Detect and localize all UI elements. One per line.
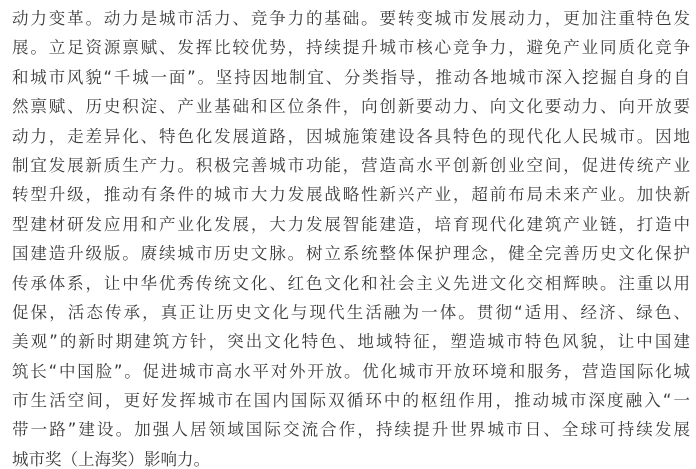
text-line: 动力，走差异化、特色化发展道路，因城施策建设各具特色的现代化人民城市。因地 <box>12 126 690 146</box>
text-line: 动力变革。动力是城市活力、竞争力的基础。要转变城市发展动力，更加注重特色发 <box>12 9 690 28</box>
text-line: 带一路”建设。加强人居领域国际交流合作，持续提升世界城市日、全球可持续发展 <box>12 420 690 440</box>
text-line: 市生活空间，更好发挥城市在国内国际双循环中的枢纽作用，推动城市深度融入“一 <box>12 391 690 411</box>
text-line: 和城市风貌“千城一面”。坚持因地制宜、分类指导，推动各地城市深入挖掘自身的自 <box>12 67 690 87</box>
text-line: 转型升级，推动有条件的城市大力发展战略性新兴产业，超前布局未来产业。加快新 <box>12 185 690 205</box>
text-line: 促保，活态传承，真正让历史文化与现代生活融为一体。贯彻“适用、经济、绿色、 <box>12 302 690 322</box>
text-line: 美观”的新时期建筑方针，突出文化特色、地域特征，塑造城市特色风貌，让中国建 <box>12 332 690 352</box>
text-line: 国建造升级版。赓续城市历史文脉。树立系统整体保护理念，健全完善历史文化保护 <box>12 244 690 264</box>
text-line: 型建材研发应用和产业化发展，大力发展智能建造，培育现代化建筑产业链，打造中 <box>12 214 690 234</box>
text-line: 传承体系，让中华优秀传统文化、红色文化和社会主义先进文化交相辉映。注重以用 <box>12 273 690 293</box>
text-line: 然禀赋、历史积淀、产业基础和区位条件，向创新要动力、向文化要动力、向开放要 <box>12 97 690 117</box>
text-line: 制宜发展新质生产力。积极完善城市功能，营造高水平创新创业空间，促进传统产业 <box>12 155 690 175</box>
text-line: 城市奖（上海奖）影响力。 <box>12 449 210 469</box>
text-line: 展。立足资源禀赋、发挥比较优势，持续提升城市核心竞争力，避免产业同质化竞争 <box>12 38 690 58</box>
text-line: 筑长“中国脸”。促进城市高水平对外开放。优化城市开放环境和服务，营造国际化城 <box>12 361 690 381</box>
